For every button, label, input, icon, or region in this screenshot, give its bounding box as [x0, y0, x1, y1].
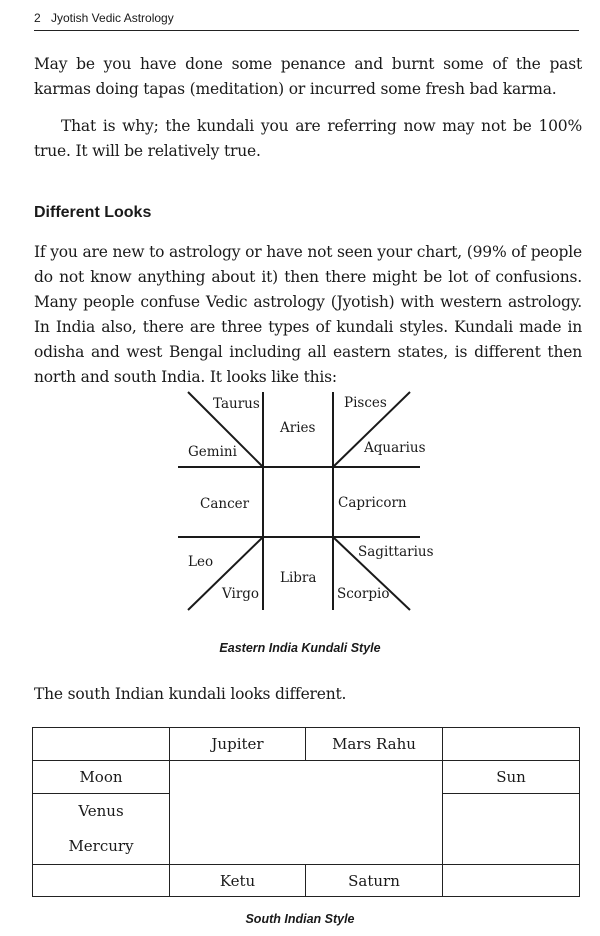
south-cell: [443, 728, 580, 761]
south-cell: Sun: [443, 761, 580, 794]
south-cell-text: Venus: [78, 802, 124, 820]
south-cell-text: Mercury: [68, 837, 134, 855]
paragraph-kundali-styles: If you are new to astrology or have not seen your chart, (99% of people do not know anything about it) then there might be lot of confusions. Many people confuse Vedic astrology (Jyotish) with western astrology. In India also, there are three types of kundali styles. Kundali made in odisha and west Bengal including all eastern states, is different then north and south India. It looks like this:: [34, 243, 582, 386]
sign-cancer: Cancer: [200, 496, 250, 512]
sign-libra: Libra: [280, 570, 317, 586]
sign-sagittarius: Sagittarius: [358, 544, 434, 560]
south-indian-chart: [32, 727, 580, 897]
sign-scorpio: Scorpio: [337, 586, 390, 602]
south-cell: Jupiter: [170, 728, 306, 761]
section-heading: Different Looks: [34, 204, 152, 221]
sign-virgo: Virgo: [222, 586, 260, 602]
eastern-kundali-chart: [170, 380, 434, 620]
south-cell: Ketu: [170, 865, 306, 897]
eastern-chart-caption: Eastern India Kundali Style: [219, 641, 381, 655]
sign-leo: Leo: [188, 554, 214, 570]
sign-gemini: Gemini: [188, 444, 237, 460]
paragraph-south-intro: The south Indian kundali looks different.: [34, 685, 347, 703]
south-cell: Mars Rahu: [306, 728, 443, 761]
south-cell: Saturn: [306, 865, 443, 897]
sign-aries: Aries: [280, 420, 316, 436]
south-center: [170, 761, 443, 865]
south-cell: [443, 865, 580, 897]
south-cell: [443, 794, 580, 865]
page-header: [34, 8, 579, 31]
south-cell: Moon: [33, 761, 170, 794]
south-cell: [33, 865, 170, 897]
sign-capricorn: Capricorn: [338, 495, 407, 511]
page-number: 2: [34, 11, 41, 25]
paragraph-karma: May be you have done some penance and burnt some of the past karmas doing tapas (meditation) or incurred some fresh bad karma.: [34, 55, 582, 98]
paragraph-relative-truth: That is why; the kundali you are referring now may not be 100% true. It will be relatively true.: [34, 117, 582, 160]
running-title: Jyotish Vedic Astrology: [51, 11, 174, 25]
south-chart-caption: South Indian Style: [245, 912, 355, 926]
south-cell-stack: [33, 794, 170, 865]
sign-taurus: Taurus: [213, 396, 260, 412]
south-cell: [33, 728, 170, 761]
sign-aquarius: Aquarius: [364, 440, 426, 456]
sign-pisces: Pisces: [344, 395, 387, 411]
